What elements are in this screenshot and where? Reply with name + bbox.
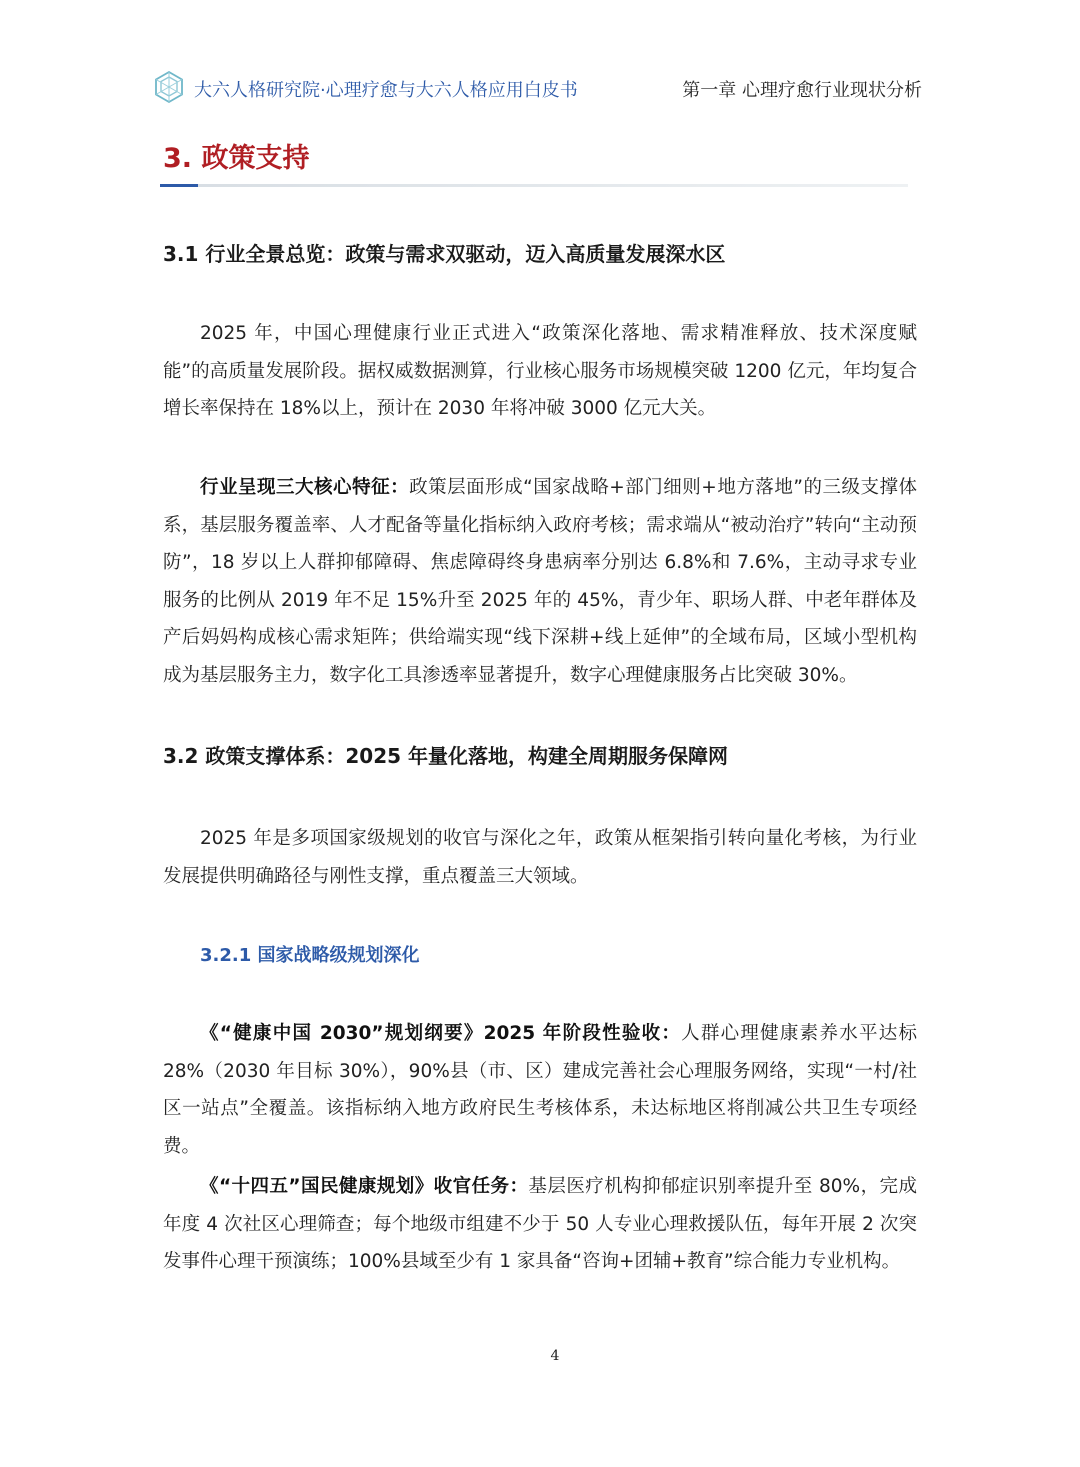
title-divider-accent [160,184,198,187]
title-divider [160,184,908,187]
hexagon-cube-logo-icon [152,70,186,104]
paragraph-14th-five-year-plan [163,1168,917,1281]
paragraph-lead-healthy-china: 《“健康中国 2030”规划纲要》2025 年阶段性验收： [200,1023,682,1044]
paragraph-healthy-china-2030 [163,1015,917,1165]
subsection-heading-3-2-1: 3.2.1 国家战略级规划深化 [200,945,420,966]
header-publication-title: 大六人格研究院·心理疗愈与大六人格应用白皮书 [194,80,578,101]
paragraph-body-healthy-china: 人群心理健康素养水平达标 28%（2030 年目标 30%），90%县（市、区）建成完善社会心理服务网络，实现“一村/社区一站点”全覆盖。该指标纳入地方政府民生考核体系，未达标地区将削减公共卫生专项经费。 [163,1023,917,1157]
paragraph-policy-intro: 2025 年是多项国家级规划的收官与深化之年，政策从框架指引转向量化考核，为行业发展提供明确路径与刚性支撑，重点覆盖三大领域。 [163,828,917,887]
page-header [152,70,922,110]
header-chapter-title: 第一章 心理疗愈行业现状分析 [682,80,922,101]
paragraph-body-five-year-plan: 基层医疗机构抑郁症识别率提升至 80%，完成年度 4 次社区心理筛查；每个地级市组建不少于 50 人专业心理救援队伍，每年开展 2 次突发事件心理干预演练；100%县域至少有 1 家具备“咨询+团辅+教育”综合能力专业机构。 [163,1176,917,1272]
subsection-heading-3-2: 3.2 政策支撑体系：2025 年量化落地，构建全周期服务保障网 [163,744,729,768]
paragraph-lead-five-year-plan: 《“十四五”国民健康规划》收官任务： [200,1176,529,1197]
paragraph-body-core-features: 政策层面形成“国家战略+部门细则+地方落地”的三级支撑体系，基层服务覆盖率、人才配备等量化指标纳入政府考核；需求端从“被动治疗”转向“主动预防”，18 岁以上人群抑郁障碍、焦虑障碍终身患病率分别达 6.8%和 7.6%，主动寻求专业服务的比例从 2019 年不足 15%升至 2025 年的 45%，青少年、职场人群、中老年群体及产后妈妈构成核心需求矩阵；供给端实现“线下深耕+线上延伸”的全域布局，区域小型机构成为基层服务主力，数字化工具渗透率显著提升，数字心理健康服务占比突破 30%。 [163,477,917,686]
section-title: 3. 政策支持 [163,143,310,174]
paragraph-lead-core-features: 行业呈现三大核心特征： [200,477,410,498]
paragraph-core-features [163,469,917,694]
subsection-heading-3-1: 3.1 行业全景总览：政策与需求双驱动，迈入高质量发展深水区 [163,242,726,266]
page-number: 4 [550,1348,560,1364]
paragraph-market-overview: 2025 年，中国心理健康行业正式进入“政策深化落地、需求精准释放、技术深度赋能”的高质量发展阶段。据权威数据测算，行业核心服务市场规模突破 1200 亿元，年均复合增长率保持在 18%以上，预计在 2030 年将冲破 3000 亿元大关。 [163,323,917,419]
